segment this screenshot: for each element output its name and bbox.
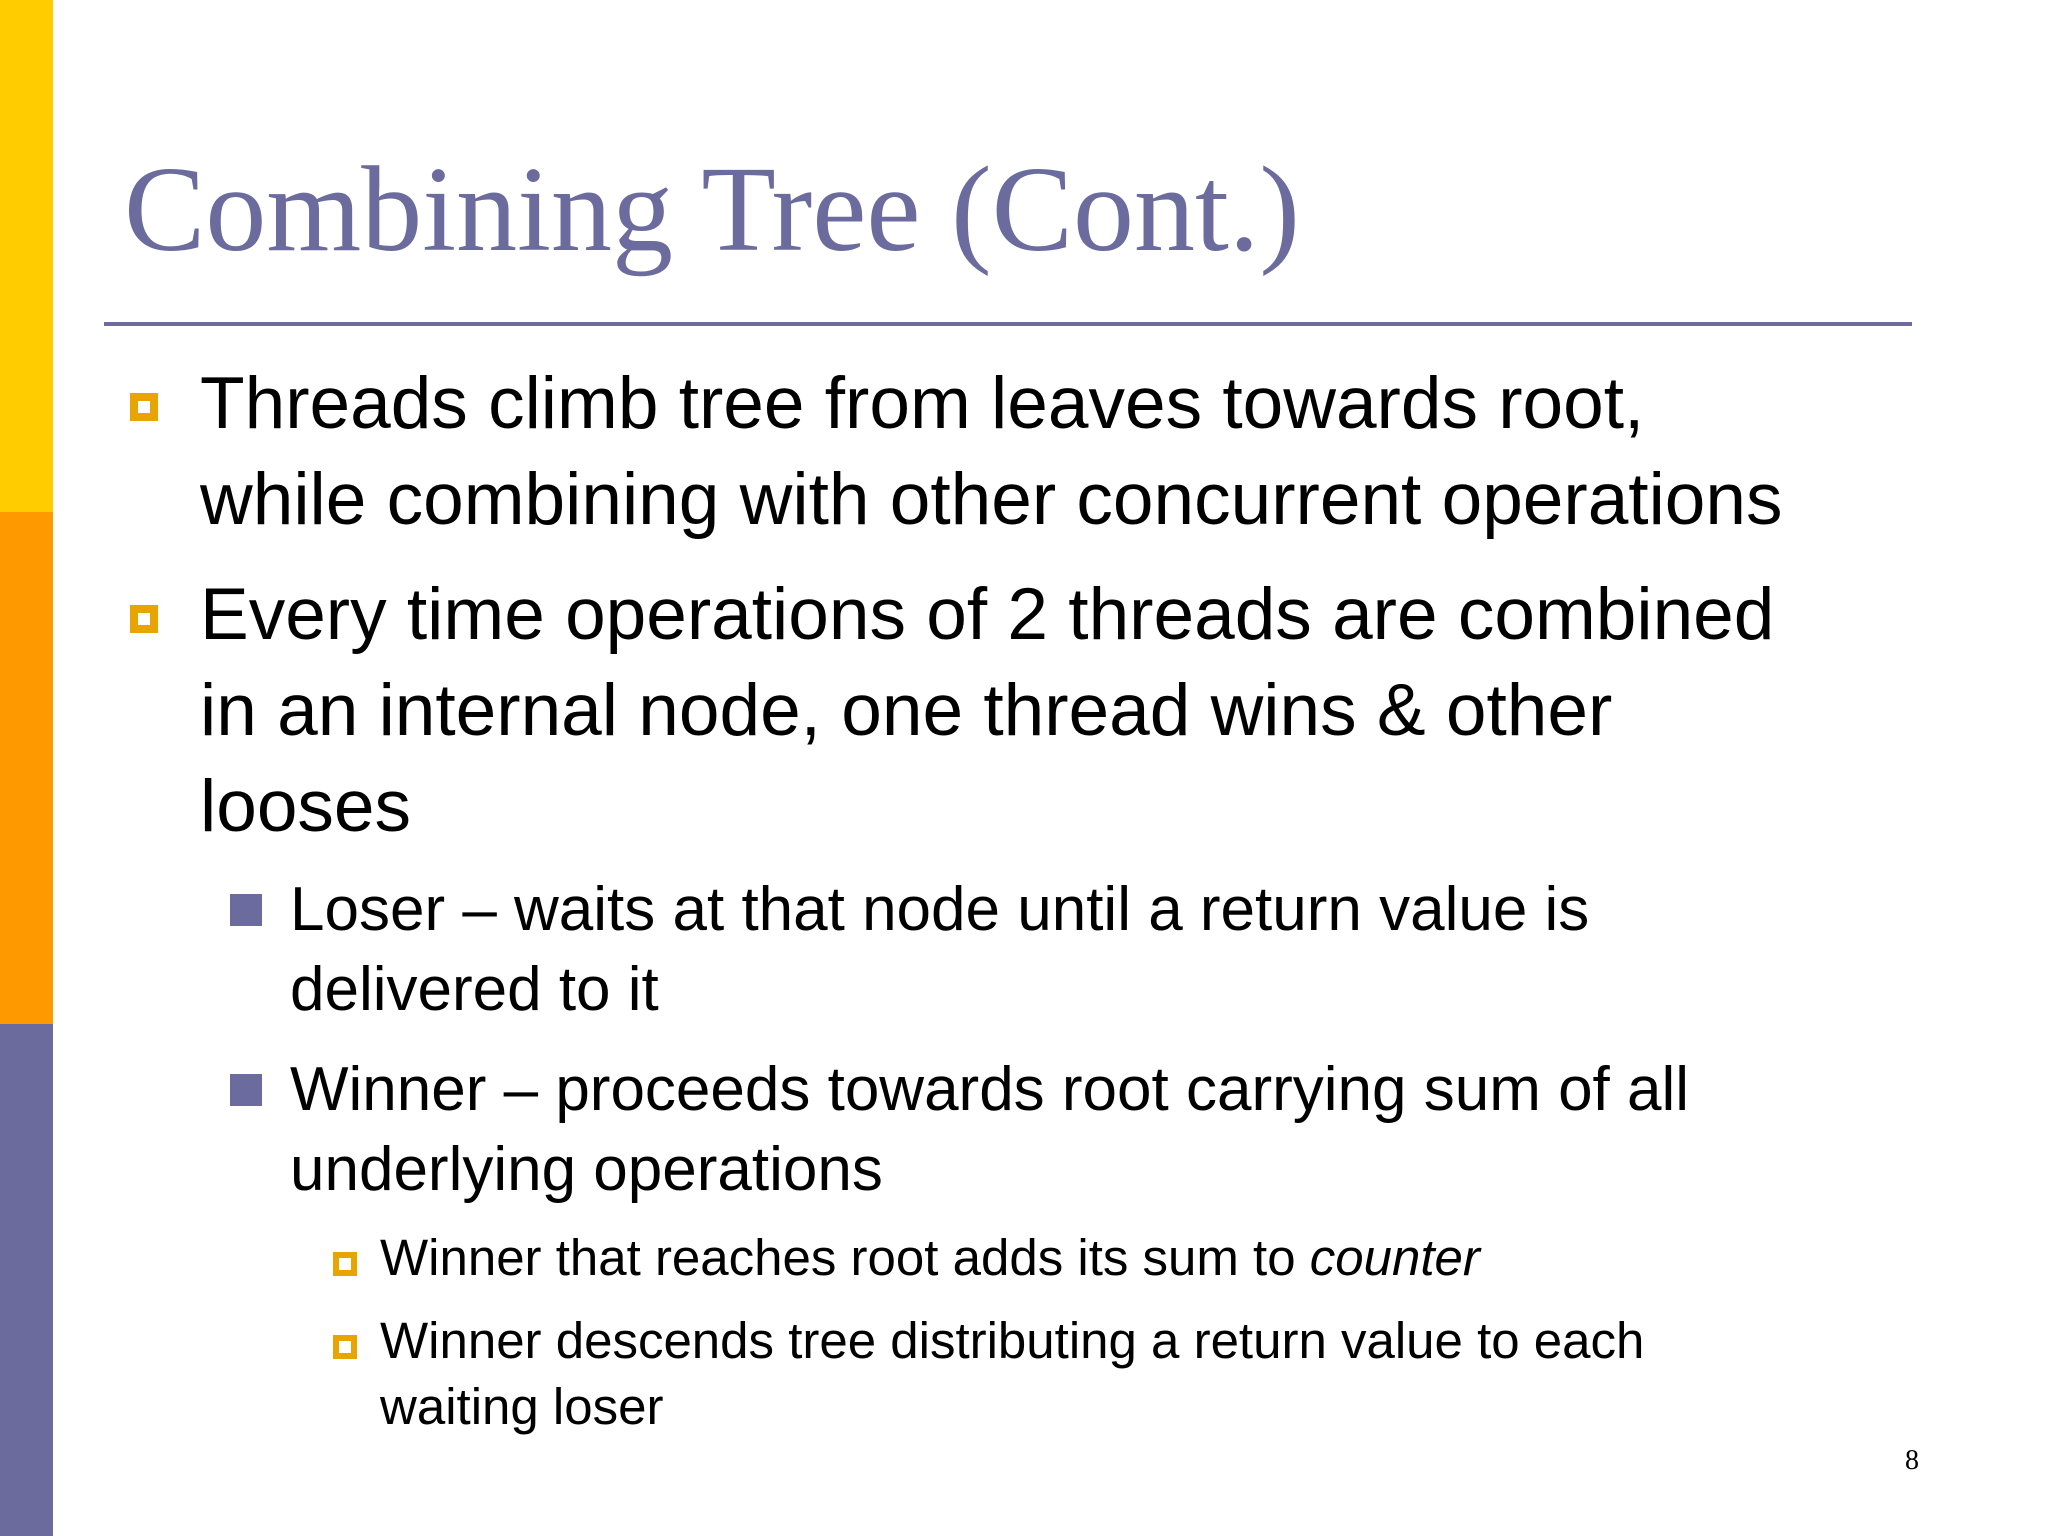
bullet-1-line-2: while combining with other concurrent operations <box>200 459 1783 540</box>
bullet-2-text <box>200 567 1960 855</box>
sub-bullet-winner-text <box>290 1050 1930 1210</box>
sub-bullet-winner-line-1: Winner – proceeds towards root carrying sum of all <box>290 1055 1690 1124</box>
sub-bullet-winner-line-2: underlying operations <box>290 1135 883 1204</box>
hollow-square-bullet-icon <box>130 605 158 633</box>
bullet-2-line-3: looses <box>200 766 412 847</box>
hollow-square-bullet-icon <box>130 393 158 421</box>
sub-bullet-loser-line-2: delivered to it <box>290 955 659 1024</box>
sub-bullet-loser-line-1: Loser – waits at that node until a return value is <box>290 875 1590 944</box>
sub-sub-bullet-1-italic-term: counter <box>1309 1229 1480 1286</box>
bullet-2-line-2: in an internal node, one thread wins & other <box>200 670 1613 751</box>
sub-sub-bullet-2-line-1: Winner descends tree distributing a return value to each <box>380 1312 1645 1369</box>
hollow-square-bullet-icon <box>333 1335 357 1359</box>
bullet-1-text <box>200 356 1960 548</box>
sub-sub-bullet-1-prefix: Winner that reaches root adds its sum to <box>380 1229 1310 1286</box>
sub-bullet-loser-text <box>290 870 1930 1030</box>
sub-sub-bullet-2-line-2: waiting loser <box>380 1378 664 1435</box>
slide-title: Combining Tree (Cont.) <box>124 142 1301 277</box>
filled-square-bullet-icon <box>230 1074 262 1106</box>
page-number: 8 <box>1905 1445 1919 1476</box>
bullet-1-line-1: Threads climb tree from leaves towards root, <box>200 363 1645 444</box>
bullet-2-line-1: Every time operations of 2 threads are combined <box>200 574 1775 655</box>
sub-sub-bullet-2-text <box>380 1308 1940 1440</box>
hollow-square-bullet-icon <box>333 1252 357 1276</box>
filled-square-bullet-icon <box>230 894 262 926</box>
sub-sub-bullet-1-text <box>380 1225 1940 1291</box>
